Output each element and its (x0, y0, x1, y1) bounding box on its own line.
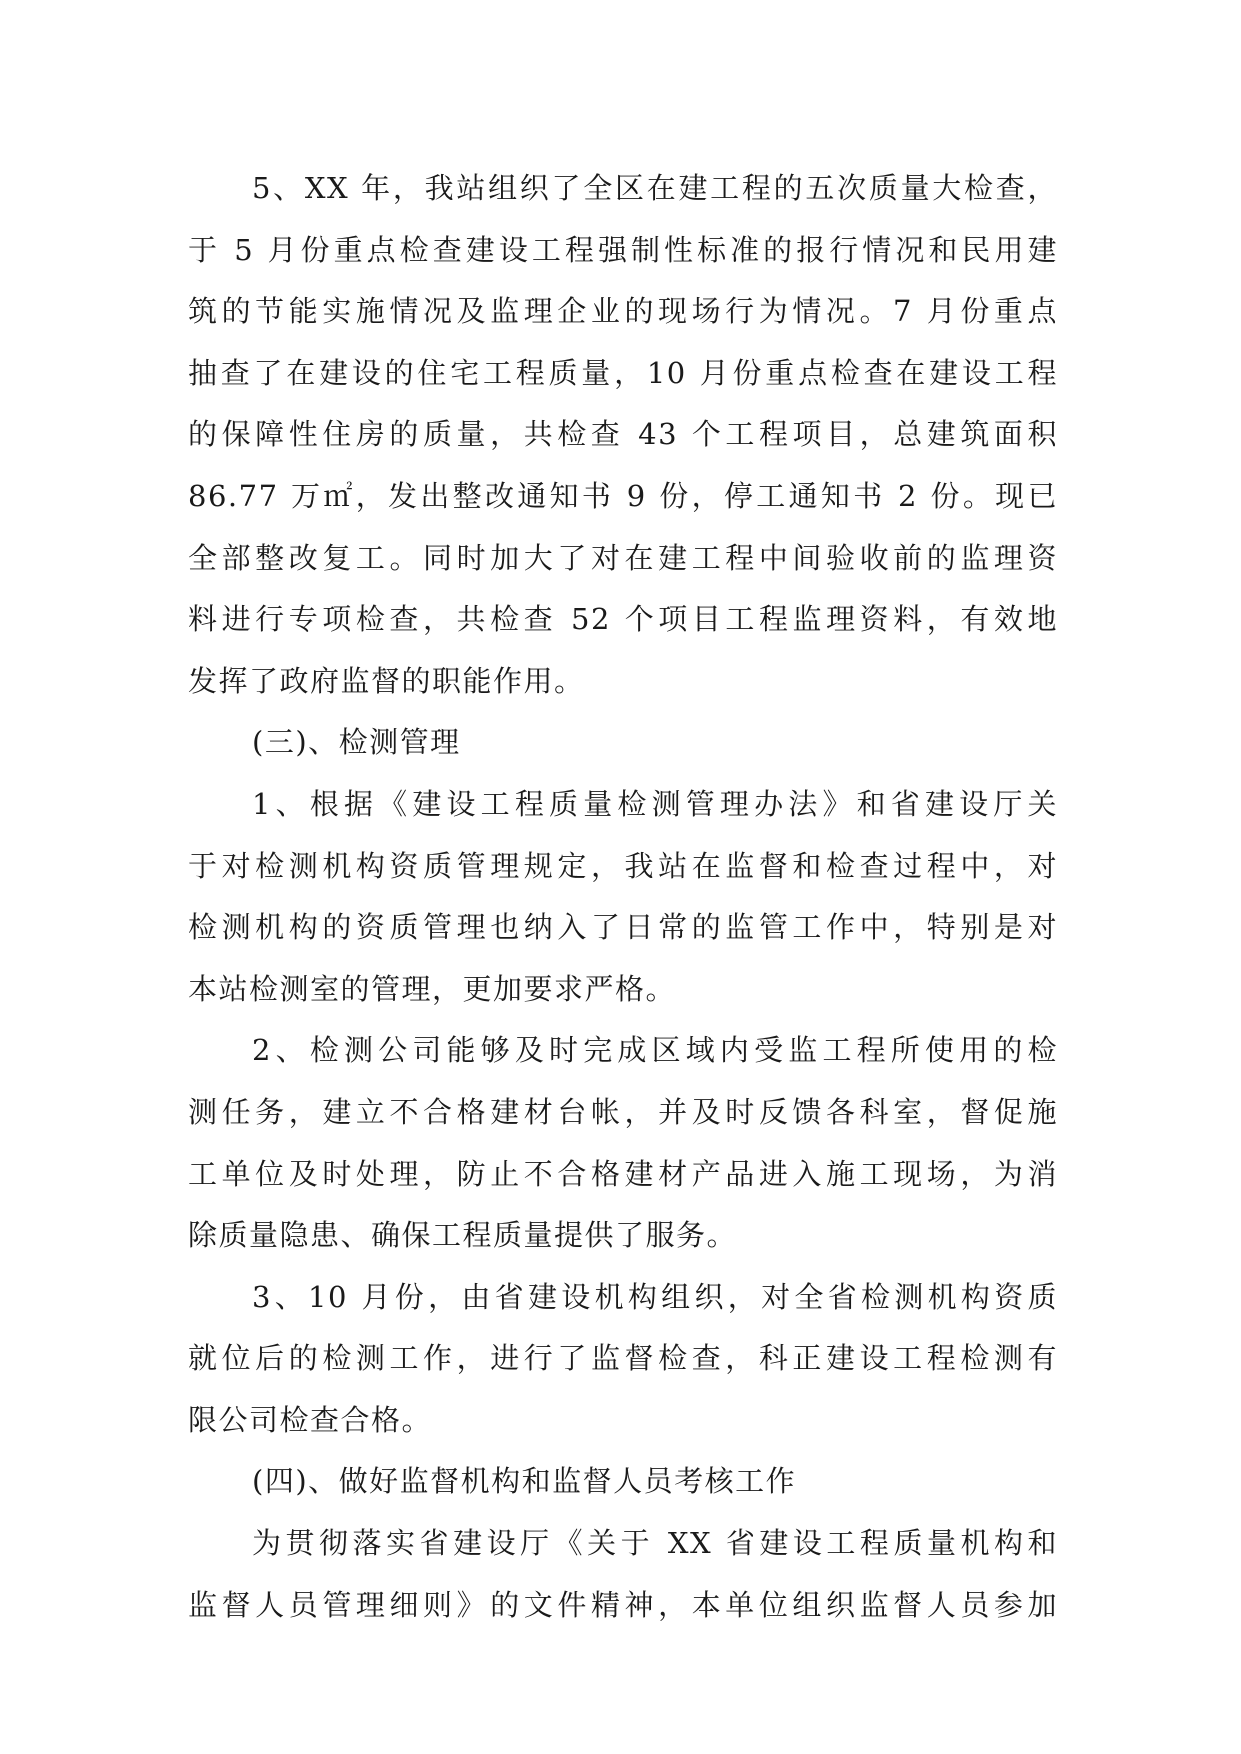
text-line: 2、检测公司能够及时完成区域内受监工程所使用的检 (252, 1033, 1058, 1068)
text-line: 于对检测机构资质管理规定，我站在监督和检查过程中，对 (188, 848, 1058, 883)
text-line: 筑的节能实施情况及监理企业的现场行为情况。7 月份重点 (188, 294, 1058, 329)
text-line: 就位后的检测工作，进行了监督检查，科正建设工程检测有 (188, 1341, 1058, 1376)
text-line: 1、根据《建设工程质量检测管理办法》和省建设厅关 (252, 786, 1058, 821)
text-line: 5、XX 年，我站组织了全区在建工程的五次质量大检查， (252, 171, 1058, 205)
document-body (188, 158, 1058, 1636)
text-line: 检测机构的资质管理也纳入了日常的监管工作中，特别是对 (188, 910, 1058, 945)
text-line: 除质量隐患、确保工程质量提供了服务。 (188, 1218, 738, 1253)
text-line: (四)、做好监督机构和监督人员考核工作 (252, 1464, 797, 1499)
text-line: 工单位及时处理，防止不合格建材产品进入施工现场，为消 (188, 1156, 1058, 1191)
text-line: 监督人员管理细则》的文件精神，本单位组织监督人员参加 (188, 1587, 1058, 1622)
text-line: 测任务，建立不合格建材台帐，并及时反馈各科室，督促施 (188, 1094, 1058, 1129)
text-line: (三)、检测管理 (252, 725, 461, 760)
text-line: 料进行专项检查，共检查 52 个项目工程监理资料，有效地 (188, 602, 1058, 637)
text-line: 本站检测室的管理，更加要求严格。 (188, 971, 677, 1006)
text-line: 全部整改复工。同时加大了对在建工程中间验收前的监理资 (188, 540, 1058, 575)
text-line: 为贯彻落实省建设厅《关于 XX 省建设工程质量机构和 (252, 1526, 1058, 1561)
text-line: 抽查了在建设的住宅工程质量，10 月份重点检查在建设工程 (188, 355, 1058, 390)
text-line: 限公司检查合格。 (188, 1402, 433, 1437)
text-line: 3、10 月份，由省建设机构组织，对全省检测机构资质 (252, 1279, 1058, 1314)
text-line: 发挥了政府监督的职能作用。 (188, 663, 585, 698)
text-line: 86.77 万㎡，发出整改通知书 9 份，停工通知书 2 份。现已 (188, 478, 1058, 513)
text-line: 于 5 月份重点检查建设工程强制性标准的报行情况和民用建 (188, 232, 1058, 267)
text-line: 的保障性住房的质量，共检查 43 个工程项目，总建筑面积 (188, 417, 1058, 452)
